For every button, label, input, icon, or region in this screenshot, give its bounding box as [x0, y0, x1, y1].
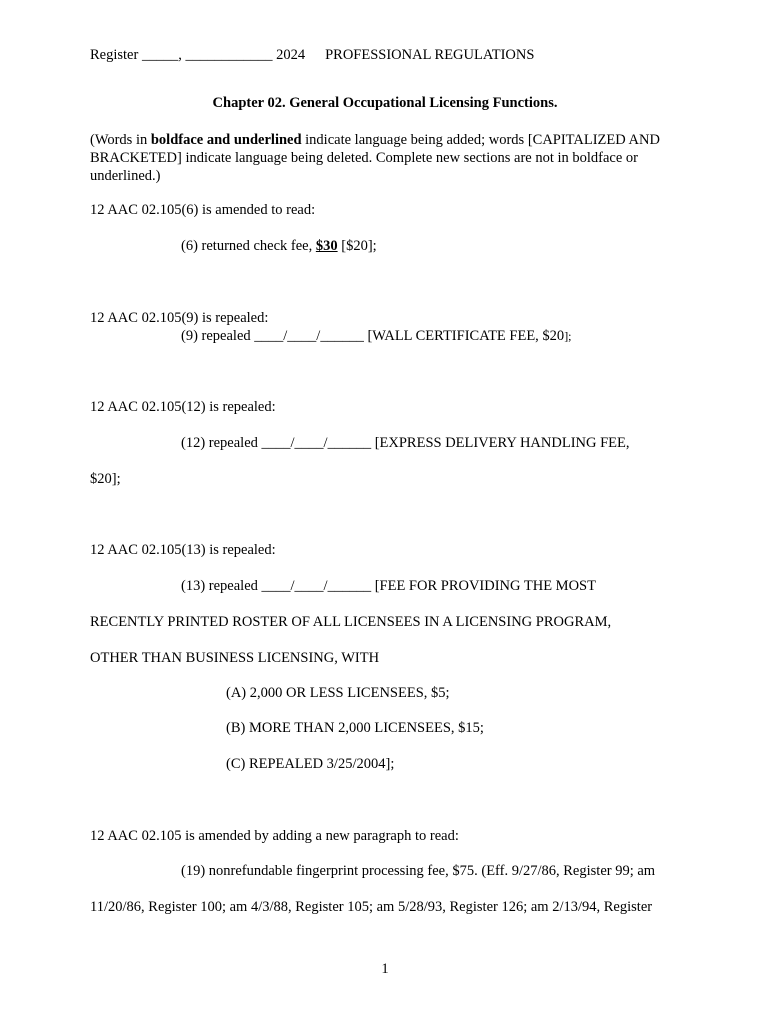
legend-paragraph: (Words in boldface and underlined indicate language being added; words [CAPITALIZED AND BRACKETED] indicate language being deleted. Complete new sections are not in boldface or underlined.): [90, 132, 660, 184]
header-section-title: PROFESSIONAL REGULATIONS: [325, 47, 535, 63]
section-9-text: (9) repealed ____/____/______ [WALL CERTIFICATE FEE, $20];: [181, 328, 572, 344]
section-9-intro: 12 AAC 02.105(9) is repealed:: [90, 310, 269, 326]
page-number: 1: [381, 961, 389, 977]
section-13-item-b: (B) MORE THAN 2,000 LICENSEES, $15;: [226, 720, 484, 736]
added-amount: $30: [315, 238, 338, 254]
section-6-text: (6) returned check fee, $30 [$20];: [181, 238, 377, 254]
register-line: Register _____, ____________ 2024: [90, 47, 306, 63]
section-12-line-2: $20];: [90, 471, 121, 487]
section-19-line-1: (19) nonrefundable fingerprint processing fee, $75. (Eff. 9/27/86, Register 99; am: [181, 863, 656, 879]
section-12-intro: 12 AAC 02.105(12) is repealed:: [90, 399, 276, 415]
section-13-line-1: (13) repealed ____/____/______ [FEE FOR PROVIDING THE MOST: [181, 578, 596, 594]
section-13-intro: 12 AAC 02.105(13) is repealed:: [90, 542, 276, 558]
section-13-item-c: (C) REPEALED 3/25/2004];: [226, 756, 395, 772]
section-13-line-3: OTHER THAN BUSINESS LICENSING, WITH: [90, 650, 380, 666]
section-19-line-2: 11/20/86, Register 100; am 4/3/88, Register 105; am 5/28/93, Register 126; am 2/13/94, Register: [90, 899, 653, 915]
section-19-intro: 12 AAC 02.105 is amended by adding a new paragraph to read:: [90, 828, 459, 844]
section-13-item-a: (A) 2,000 OR LESS LICENSEES, $5;: [226, 685, 450, 701]
running-header: [90, 47, 534, 64]
chapter-title: Chapter 02. General Occupational Licensing Functions.: [212, 95, 558, 111]
legend-bold-text: boldface and underlined: [150, 132, 302, 148]
section-6-intro: 12 AAC 02.105(6) is amended to read:: [90, 202, 316, 218]
section-12-line-1: (12) repealed ____/____/______ [EXPRESS DELIVERY HANDLING FEE,: [181, 435, 630, 451]
section-13-line-2: RECENTLY PRINTED ROSTER OF ALL LICENSEES IN A LICENSING PROGRAM,: [90, 614, 612, 630]
